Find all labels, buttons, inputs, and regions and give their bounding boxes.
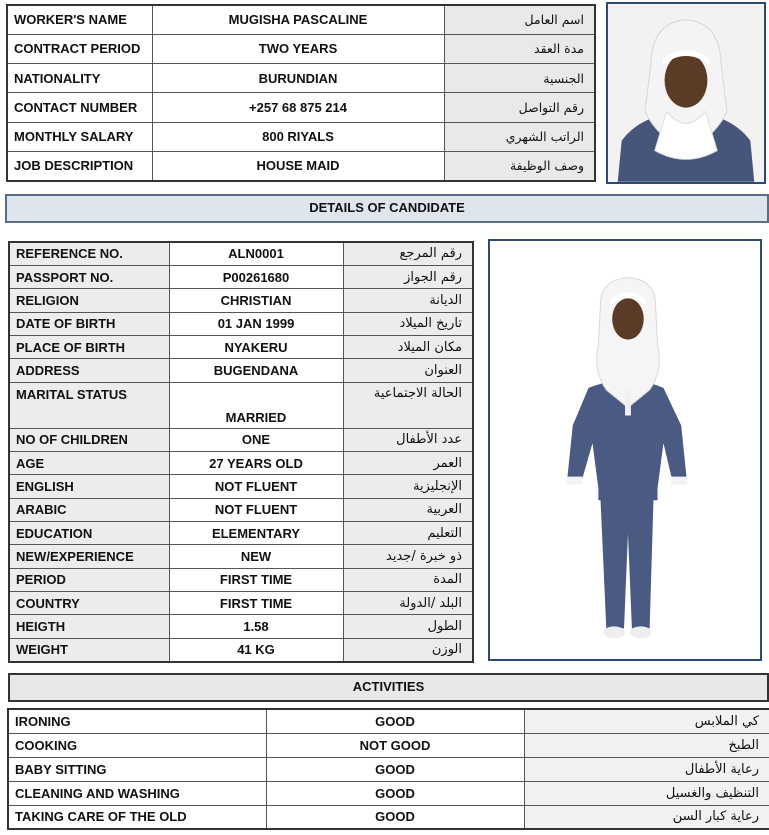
ironing-arabic: كي الملابس (524, 709, 769, 733)
baby-sitting-value: GOOD (266, 757, 524, 781)
cleaning-washing-label: CLEANING AND WASHING (8, 781, 266, 805)
marital-status-label: MARITAL STATUS (9, 382, 169, 428)
candidate-details-table (8, 241, 474, 663)
table-row (9, 265, 473, 288)
education-arabic: التعليم (343, 521, 473, 544)
period-value: FIRST TIME (169, 568, 343, 591)
table-row (9, 242, 473, 265)
table-row (7, 64, 595, 93)
table-row (7, 151, 595, 180)
table-row (7, 122, 595, 151)
passport-no-label: PASSPORT NO. (9, 265, 169, 288)
passport-no-arabic: رقم الجواز (343, 265, 473, 288)
english-arabic: الإنجليزية (343, 475, 473, 498)
education-label: EDUCATION (9, 521, 169, 544)
headshot-illustration (608, 4, 764, 182)
monthly-salary-label: MONTHLY SALARY (7, 122, 152, 151)
table-row (9, 359, 473, 382)
new-experience-value: NEW (169, 545, 343, 568)
cleaning-washing-arabic: التنظيف والغسيل (524, 781, 769, 805)
table-row (9, 521, 473, 544)
activities-body (8, 709, 769, 829)
elderly-care-arabic: رعاية كبار السن (524, 805, 769, 829)
monthly-salary-value: 800 RIYALS (152, 122, 444, 151)
table-row (7, 93, 595, 122)
contract-period-arabic: مدة العقد (444, 34, 595, 63)
table-row (9, 568, 473, 591)
activities-heading: ACTIVITIES (8, 673, 769, 702)
details-of-candidate-heading: DETAILS OF CANDIDATE (5, 194, 769, 223)
religion-arabic: الديانة (343, 289, 473, 312)
table-row (8, 805, 769, 829)
height-value: 1.58 (169, 615, 343, 638)
worker-info-body (7, 5, 595, 181)
religion-value: CHRISTIAN (169, 289, 343, 312)
full-body-photo (488, 239, 762, 661)
nationality-value: BURUNDIAN (152, 64, 444, 93)
table-row (9, 545, 473, 568)
age-label: AGE (9, 451, 169, 474)
place-of-birth-value: NYAKERU (169, 335, 343, 358)
table-row (7, 34, 595, 63)
table-row (9, 312, 473, 335)
education-value: ELEMENTARY (169, 521, 343, 544)
english-label: ENGLISH (9, 475, 169, 498)
contact-number-label: CONTACT NUMBER (7, 93, 152, 122)
age-arabic: العمر (343, 451, 473, 474)
table-row (8, 733, 769, 757)
marital-status-arabic: الحالة الاجتماعية (343, 382, 473, 428)
date-of-birth-label: DATE OF BIRTH (9, 312, 169, 335)
height-label: HEIGTH (9, 615, 169, 638)
country-arabic: البلد /الدولة (343, 591, 473, 614)
date-of-birth-value: 01 JAN 1999 (169, 312, 343, 335)
contact-number-value: +257 68 875 214 (152, 93, 444, 122)
baby-sitting-label: BABY SITTING (8, 757, 266, 781)
reference-no-label: REFERENCE NO. (9, 242, 169, 265)
table-row (9, 451, 473, 474)
job-description-value: HOUSE MAID (152, 151, 444, 180)
contract-period-label: CONTRACT PERIOD (7, 34, 152, 63)
reference-no-arabic: رقم المرجع (343, 242, 473, 265)
country-value: FIRST TIME (169, 591, 343, 614)
contract-period-value: TWO YEARS (152, 34, 444, 63)
arabic-arabic: العربية (343, 498, 473, 521)
table-row (9, 615, 473, 638)
nationality-label: NATIONALITY (7, 64, 152, 93)
job-description-arabic: وصف الوظيفة (444, 151, 595, 180)
worker-name-arabic: اسم العامل (444, 5, 595, 34)
table-row (9, 428, 473, 451)
place-of-birth-arabic: مكان الميلاد (343, 335, 473, 358)
activities-table (7, 708, 769, 830)
cleaning-washing-value: GOOD (266, 781, 524, 805)
job-description-label: JOB DESCRIPTION (7, 151, 152, 180)
table-row (9, 289, 473, 312)
address-value: BUGENDANA (169, 359, 343, 382)
marital-status-value: MARRIED (169, 382, 343, 428)
no-of-children-arabic: عدد الأطفال (343, 428, 473, 451)
address-arabic: العنوان (343, 359, 473, 382)
no-of-children-value: ONE (169, 428, 343, 451)
height-arabic: الطول (343, 615, 473, 638)
period-arabic: المدة (343, 568, 473, 591)
cooking-value: NOT GOOD (266, 733, 524, 757)
headshot-photo (606, 2, 766, 184)
table-row (9, 335, 473, 358)
table-row (8, 709, 769, 733)
ironing-label: IRONING (8, 709, 266, 733)
nationality-arabic: الجنسية (444, 64, 595, 93)
english-value: NOT FLUENT (169, 475, 343, 498)
table-row (9, 475, 473, 498)
worker-name-value: MUGISHA PASCALINE (152, 5, 444, 34)
weight-value: 41 KG (169, 638, 343, 661)
date-of-birth-arabic: تاريخ الميلاد (343, 312, 473, 335)
reference-no-value: ALN0001 (169, 242, 343, 265)
baby-sitting-arabic: رعاية الأطفال (524, 757, 769, 781)
cooking-label: COOKING (8, 733, 266, 757)
country-label: COUNTRY (9, 591, 169, 614)
table-row (9, 591, 473, 614)
table-row (9, 638, 473, 661)
address-label: ADDRESS (9, 359, 169, 382)
no-of-children-label: NO OF CHILDREN (9, 428, 169, 451)
new-experience-arabic: ذو خبرة /جديد (343, 545, 473, 568)
table-row (9, 382, 473, 428)
age-value: 27 YEARS OLD (169, 451, 343, 474)
monthly-salary-arabic: الراتب الشهري (444, 122, 595, 151)
cooking-arabic: الطبخ (524, 733, 769, 757)
arabic-value: NOT FLUENT (169, 498, 343, 521)
worker-name-label: WORKER'S NAME (7, 5, 152, 34)
table-row (7, 5, 595, 34)
new-experience-label: NEW/EXPERIENCE (9, 545, 169, 568)
candidate-details-body (9, 242, 473, 662)
contact-number-arabic: رقم التواصل (444, 93, 595, 122)
table-row (8, 781, 769, 805)
weight-label: WEIGHT (9, 638, 169, 661)
place-of-birth-label: PLACE OF BIRTH (9, 335, 169, 358)
elderly-care-value: GOOD (266, 805, 524, 829)
table-row (8, 757, 769, 781)
arabic-label: ARABIC (9, 498, 169, 521)
ironing-value: GOOD (266, 709, 524, 733)
religion-label: RELIGION (9, 289, 169, 312)
passport-no-value: P00261680 (169, 265, 343, 288)
table-row (9, 498, 473, 521)
period-label: PERIOD (9, 568, 169, 591)
worker-info-table (6, 4, 596, 182)
elderly-care-label: TAKING CARE OF THE OLD (8, 805, 266, 829)
weight-arabic: الوزن (343, 638, 473, 661)
full-body-illustration (490, 241, 760, 659)
